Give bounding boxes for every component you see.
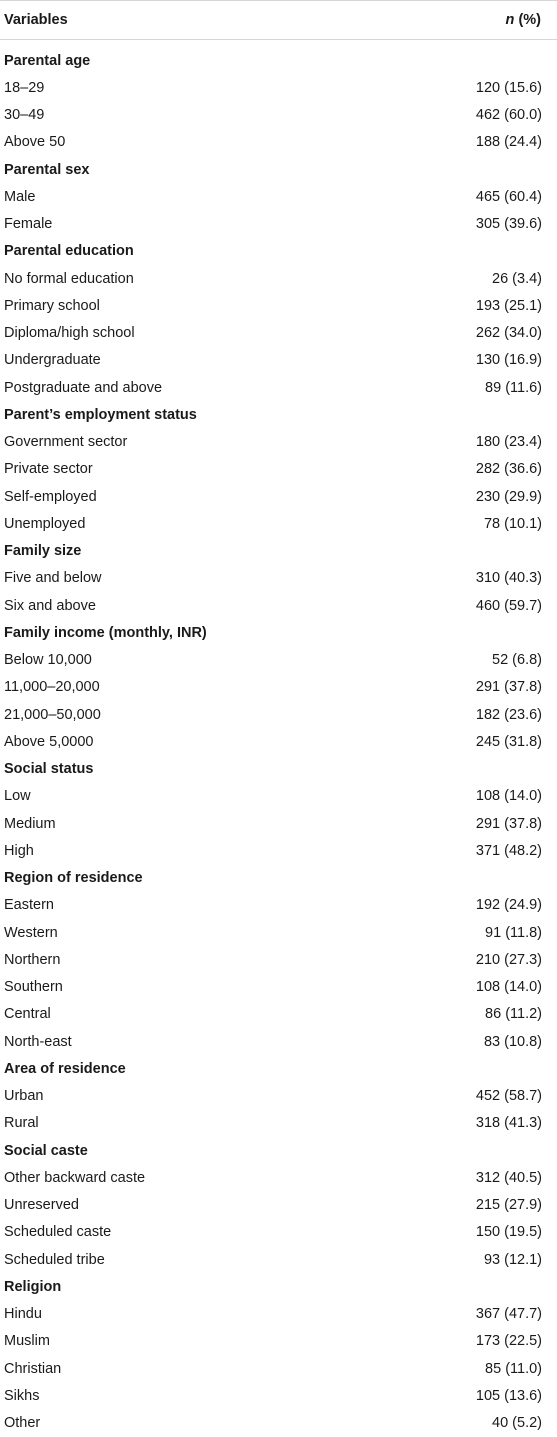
table-row bbox=[0, 1328, 557, 1355]
count-percent-value: 40 (5.2) bbox=[492, 1415, 542, 1432]
variable-label: Western bbox=[4, 924, 58, 941]
variable-label: Other bbox=[4, 1415, 41, 1432]
variable-label: Private sector bbox=[4, 461, 93, 478]
table-row bbox=[0, 892, 557, 919]
count-percent-value: 291 (37.8) bbox=[475, 679, 542, 696]
count-percent-value: 305 (39.6) bbox=[475, 216, 542, 233]
table-row bbox=[0, 1219, 557, 1246]
table-row bbox=[0, 129, 557, 156]
table-row bbox=[0, 1355, 557, 1382]
header-n: n bbox=[505, 12, 515, 28]
variable-label: Rural bbox=[4, 1115, 39, 1132]
variable-label: Postgraduate and above bbox=[4, 379, 163, 396]
section-header-row bbox=[0, 619, 557, 646]
count-percent-value: 318 (41.3) bbox=[475, 1115, 542, 1132]
section-label: Religion bbox=[4, 1278, 62, 1295]
count-percent-value: 108 (14.0) bbox=[475, 788, 542, 805]
variable-label: Eastern bbox=[4, 897, 54, 914]
table-row bbox=[0, 374, 557, 401]
section-label: Social caste bbox=[4, 1142, 88, 1159]
variable-label: Unreserved bbox=[4, 1197, 79, 1214]
table-row bbox=[0, 265, 557, 292]
table-row bbox=[0, 810, 557, 837]
table-row bbox=[0, 429, 557, 456]
table-row bbox=[0, 674, 557, 701]
count-percent-value: 182 (23.6) bbox=[475, 706, 542, 723]
count-percent-value: 192 (24.9) bbox=[475, 897, 542, 914]
count-percent-value: 105 (13.6) bbox=[475, 1387, 542, 1404]
count-percent-value: 262 (34.0) bbox=[475, 325, 542, 342]
count-percent-value: 173 (22.5) bbox=[475, 1333, 542, 1350]
count-percent-value: 210 (27.3) bbox=[475, 951, 542, 968]
count-percent-value: 462 (60.0) bbox=[475, 107, 542, 124]
count-percent-value: 245 (31.8) bbox=[475, 733, 542, 750]
table-row bbox=[0, 837, 557, 864]
table-row bbox=[0, 974, 557, 1001]
variable-label: Low bbox=[4, 788, 31, 805]
table-row bbox=[0, 320, 557, 347]
variable-label: Above 5,0000 bbox=[4, 733, 94, 750]
section-header-row bbox=[0, 238, 557, 265]
count-percent-value: 52 (6.8) bbox=[492, 652, 542, 669]
variable-label: 30–49 bbox=[4, 107, 45, 124]
variable-label: Sikhs bbox=[4, 1387, 40, 1404]
table-header bbox=[0, 0, 557, 40]
variable-label: Scheduled tribe bbox=[4, 1251, 105, 1268]
count-percent-value: 120 (15.6) bbox=[475, 79, 542, 96]
table-row bbox=[0, 919, 557, 946]
count-percent-value: 26 (3.4) bbox=[492, 270, 542, 287]
count-percent-value: 188 (24.4) bbox=[475, 134, 542, 151]
section-header-row bbox=[0, 47, 557, 74]
count-percent-value: 85 (11.0) bbox=[485, 1360, 542, 1377]
variable-label: Government sector bbox=[4, 434, 128, 451]
section-label: Family income (monthly, INR) bbox=[4, 624, 207, 641]
variable-label: Primary school bbox=[4, 297, 100, 314]
section-header-row bbox=[0, 156, 557, 183]
table-row bbox=[0, 1028, 557, 1055]
header-spacer bbox=[0, 40, 557, 47]
table-row bbox=[0, 1246, 557, 1273]
count-percent-value: 93 (12.1) bbox=[483, 1251, 542, 1268]
count-percent-value: 150 (19.5) bbox=[475, 1224, 542, 1241]
section-header-row bbox=[0, 1273, 557, 1300]
section-header-row bbox=[0, 1137, 557, 1164]
table-row bbox=[0, 292, 557, 319]
count-percent-value: 78 (10.1) bbox=[483, 515, 542, 532]
table-row bbox=[0, 347, 557, 374]
table-row bbox=[0, 483, 557, 510]
variable-label: Diploma/high school bbox=[4, 325, 135, 342]
table-row bbox=[0, 592, 557, 619]
variable-label: Below 10,000 bbox=[4, 652, 92, 669]
header-variables: Variables bbox=[4, 12, 68, 28]
table-row bbox=[0, 946, 557, 973]
section-header-row bbox=[0, 538, 557, 565]
table-row bbox=[0, 1001, 557, 1028]
count-percent-value: 83 (10.8) bbox=[483, 1033, 542, 1050]
count-percent-value: 367 (47.7) bbox=[475, 1306, 542, 1323]
section-header-row bbox=[0, 865, 557, 892]
section-label: Social status bbox=[4, 761, 94, 778]
header-n-percent bbox=[506, 12, 541, 28]
count-percent-value: 108 (14.0) bbox=[475, 979, 542, 996]
variable-label: Hindu bbox=[4, 1306, 42, 1323]
variable-label: Medium bbox=[4, 815, 56, 832]
variable-label: Male bbox=[4, 188, 36, 205]
count-percent-value: 89 (11.6) bbox=[485, 379, 542, 396]
section-header-row bbox=[0, 756, 557, 783]
variable-label: Scheduled caste bbox=[4, 1224, 112, 1241]
count-percent-value: 230 (29.9) bbox=[475, 488, 542, 505]
variable-label: Central bbox=[4, 1006, 51, 1023]
table-row bbox=[0, 102, 557, 129]
count-percent-value: 130 (16.9) bbox=[475, 352, 542, 369]
section-label: Parent’s employment status bbox=[4, 406, 197, 423]
table-row bbox=[0, 1083, 557, 1110]
table-row bbox=[0, 74, 557, 101]
section-label: Parental age bbox=[4, 52, 91, 69]
count-percent-value: 215 (27.9) bbox=[475, 1197, 542, 1214]
count-percent-value: 91 (11.8) bbox=[485, 924, 542, 941]
variable-label: 21,000–50,000 bbox=[4, 706, 101, 723]
section-label: Region of residence bbox=[4, 870, 143, 887]
count-percent-value: 465 (60.4) bbox=[475, 188, 542, 205]
table-row bbox=[0, 1164, 557, 1191]
variable-label: Female bbox=[4, 216, 53, 233]
count-percent-value: 371 (48.2) bbox=[475, 842, 542, 859]
table-row bbox=[0, 701, 557, 728]
table-row bbox=[0, 1301, 557, 1328]
table-row bbox=[0, 728, 557, 755]
count-percent-value: 452 (58.7) bbox=[475, 1088, 542, 1105]
section-label: Parental sex bbox=[4, 161, 90, 178]
table-row bbox=[0, 1382, 557, 1409]
variable-label: Undergraduate bbox=[4, 352, 101, 369]
variable-label: Northern bbox=[4, 951, 61, 968]
section-label: Area of residence bbox=[4, 1060, 126, 1077]
table-row bbox=[0, 510, 557, 537]
variable-label: 18–29 bbox=[4, 79, 45, 96]
count-percent-value: 193 (25.1) bbox=[475, 297, 542, 314]
table-body bbox=[0, 47, 557, 1437]
table-row bbox=[0, 1192, 557, 1219]
count-percent-value: 310 (40.3) bbox=[475, 570, 542, 587]
table-row bbox=[0, 456, 557, 483]
count-percent-value: 180 (23.4) bbox=[475, 434, 542, 451]
header-percent: (%) bbox=[518, 12, 541, 28]
variable-label: North-east bbox=[4, 1033, 72, 1050]
variable-label: Southern bbox=[4, 979, 63, 996]
table-row bbox=[0, 647, 557, 674]
table-row bbox=[0, 565, 557, 592]
variable-label: Christian bbox=[4, 1360, 62, 1377]
variable-label: Self-employed bbox=[4, 488, 97, 505]
section-header-row bbox=[0, 1055, 557, 1082]
variable-label: Other backward caste bbox=[4, 1169, 146, 1186]
table-row bbox=[0, 211, 557, 238]
variable-label: Muslim bbox=[4, 1333, 50, 1350]
count-percent-value: 312 (40.5) bbox=[475, 1169, 542, 1186]
section-label: Family size bbox=[4, 543, 82, 560]
count-percent-value: 291 (37.8) bbox=[475, 815, 542, 832]
section-header-row bbox=[0, 401, 557, 428]
variable-label: Six and above bbox=[4, 597, 96, 614]
table-row bbox=[0, 1110, 557, 1137]
section-label: Parental education bbox=[4, 243, 134, 260]
variable-label: 11,000–20,000 bbox=[4, 679, 100, 696]
count-percent-value: 86 (11.2) bbox=[485, 1006, 542, 1023]
table-row bbox=[0, 783, 557, 810]
variable-label: Above 50 bbox=[4, 134, 66, 151]
variable-label: Urban bbox=[4, 1088, 44, 1105]
table-row bbox=[0, 183, 557, 210]
variable-label: Unemployed bbox=[4, 515, 86, 532]
variable-label: No formal education bbox=[4, 270, 134, 287]
variable-label: High bbox=[4, 842, 34, 859]
count-percent-value: 282 (36.6) bbox=[475, 461, 542, 478]
table-row bbox=[0, 1410, 557, 1437]
variable-label: Five and below bbox=[4, 570, 102, 587]
count-percent-value: 460 (59.7) bbox=[475, 597, 542, 614]
